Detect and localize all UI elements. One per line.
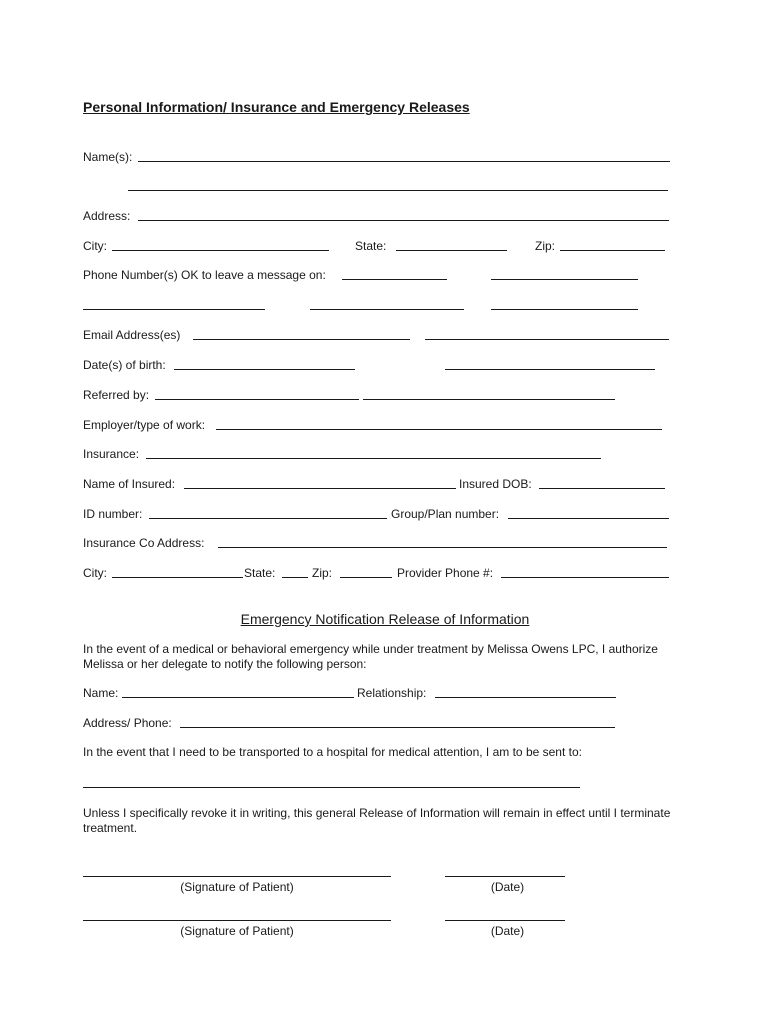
phone-field-3[interactable] [83, 309, 265, 310]
emergency-name-field[interactable] [122, 697, 354, 698]
page-title: Personal Information/ Insurance and Emergency Releases [83, 99, 470, 115]
id-number-field[interactable] [149, 518, 387, 519]
insurance-label: Insurance: [83, 447, 140, 461]
zip-label: Zip: [535, 239, 556, 253]
phone-field-2[interactable] [491, 279, 638, 280]
emergency-intro: In the event of a medical or behavioral emergency while under treatment by Melissa Owens LPC, I authorize Melissa or her delegate to notify the following person: [83, 642, 658, 671]
hospital-text: In the event that I need to be transported to a hospital for medical attention, I am to be sent to: [83, 745, 582, 759]
referred-field-1[interactable] [155, 399, 359, 400]
email-field-2[interactable] [425, 339, 669, 340]
date-label-1: (Date) [490, 880, 525, 894]
city2-label: City: [83, 566, 107, 580]
email-field-1[interactable] [193, 339, 410, 340]
city-field[interactable] [112, 250, 329, 251]
dob-field-1[interactable] [174, 369, 355, 370]
zip2-field[interactable] [340, 577, 392, 578]
date-line-1[interactable] [445, 876, 565, 877]
signature-label-2: (Signature of Patient) [180, 924, 294, 938]
city2-field[interactable] [112, 577, 243, 578]
date-label-2: (Date) [490, 924, 525, 938]
insurance-co-address-label: Insurance Co Address: [83, 536, 205, 550]
state2-field[interactable] [282, 577, 308, 578]
address-phone-label: Address/ Phone: [83, 716, 172, 730]
state2-label: State: [244, 566, 276, 580]
insured-dob-label: Insured DOB: [459, 477, 532, 491]
referred-label: Referred by: [83, 388, 150, 402]
insurance-field[interactable] [146, 458, 601, 459]
names-field-2[interactable] [128, 190, 668, 191]
signature-label-1: (Signature of Patient) [180, 880, 294, 894]
signature-line-1[interactable] [83, 876, 391, 877]
names-label: Name(s): [83, 150, 133, 164]
address-label: Address: [83, 209, 131, 223]
phone-label: Phone Number(s) OK to leave a message on: [83, 268, 326, 282]
provider-phone-field[interactable] [501, 577, 669, 578]
signature-line-2[interactable] [83, 920, 391, 921]
employer-field[interactable] [216, 429, 662, 430]
relationship-field[interactable] [435, 697, 616, 698]
phone-field-1[interactable] [342, 279, 447, 280]
date-line-2[interactable] [445, 920, 565, 921]
names-field-1[interactable] [138, 161, 670, 162]
name-insured-field[interactable] [184, 488, 456, 489]
city-label: City: [83, 239, 107, 253]
dob-label: Date(s) of birth: [83, 358, 166, 372]
zip-field[interactable] [560, 250, 665, 251]
revoke-text: Unless I specifically revoke it in writing, this general Release of Information will remain in effect until I terminate treatment. [83, 806, 671, 835]
dob-field-2[interactable] [445, 369, 655, 370]
group-plan-label: Group/Plan number: [391, 507, 500, 521]
id-number-label: ID number: [83, 507, 143, 521]
group-plan-field[interactable] [508, 518, 669, 519]
relationship-label: Relationship: [357, 686, 427, 700]
address-phone-field[interactable] [180, 727, 615, 728]
insurance-co-address-field[interactable] [218, 547, 667, 548]
state-field[interactable] [396, 250, 507, 251]
state-label: State: [355, 239, 387, 253]
phone-field-4[interactable] [310, 309, 464, 310]
emergency-name-label: Name: [83, 686, 119, 700]
hospital-field[interactable] [83, 787, 580, 788]
insured-dob-field[interactable] [539, 488, 665, 489]
referred-field-2[interactable] [363, 399, 615, 400]
name-insured-label: Name of Insured: [83, 477, 176, 491]
emergency-heading: Emergency Notification Release of Information [240, 611, 530, 627]
phone-field-5[interactable] [491, 309, 638, 310]
provider-phone-label: Provider Phone #: [397, 566, 494, 580]
employer-label: Employer/type of work: [83, 418, 206, 432]
email-label: Email Address(es) [83, 328, 181, 342]
zip2-label: Zip: [312, 566, 333, 580]
address-field[interactable] [138, 220, 669, 221]
